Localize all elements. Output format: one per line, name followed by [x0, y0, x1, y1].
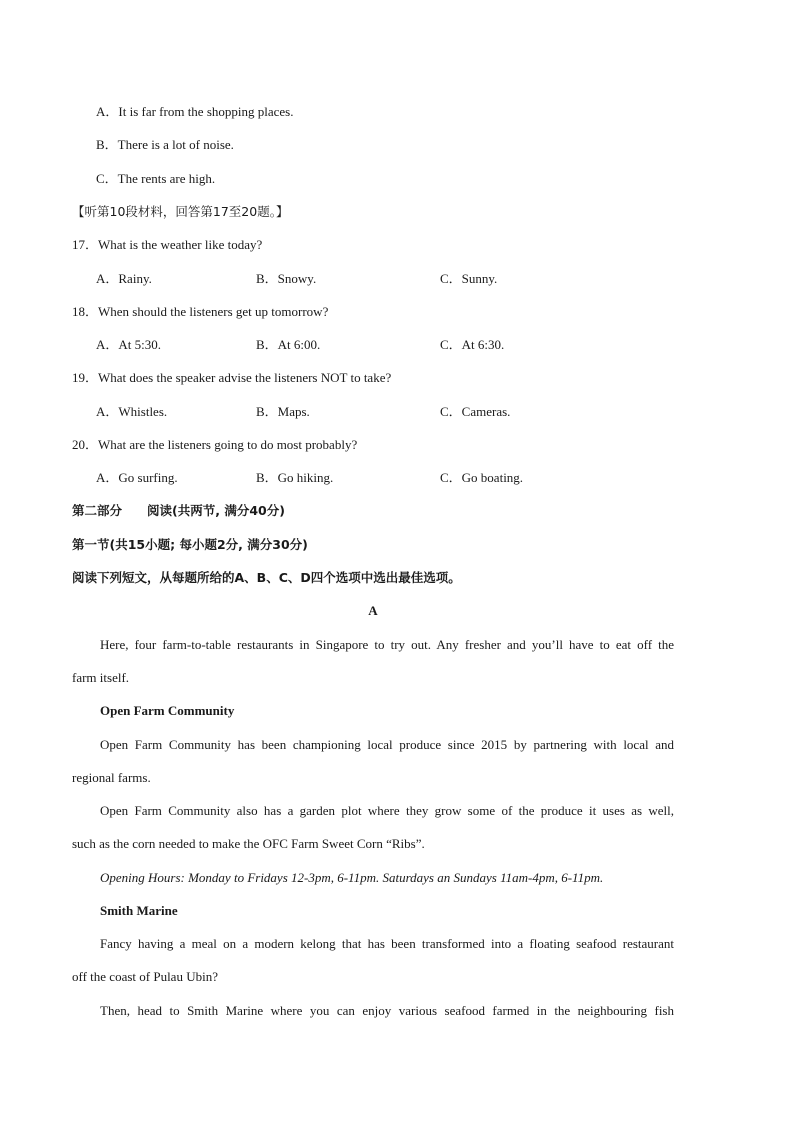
question-19-option-b: B．Maps. [256, 404, 310, 419]
restaurant-name-smith-marine: Smith Marine [100, 903, 178, 918]
question-18-stem: 18．When should the listeners get up tomorrow? [72, 304, 329, 319]
reading-instruction: 阅读下列短文，从每题所给的A、B、C、D四个选项中选出最佳选项。 [72, 570, 461, 585]
intro-line-1: Here, four farm-to-table restaurants in Singapore to try out. Any fresher and you’ll have to eat off the [100, 637, 674, 652]
part2-heading: 第二部分 阅读(共两节, 满分40分) [72, 503, 285, 518]
question-17-stem: 17．What is the weather like today? [72, 237, 263, 252]
restaurant-name-open-farm-community: Open Farm Community [100, 703, 235, 718]
question-20-option-a: A．Go surfing. [96, 470, 178, 485]
prev-option-a: A．It is far from the shopping places. [96, 104, 294, 119]
prev-option-c: C．The rents are high. [96, 171, 216, 186]
ofc-paragraph-2-line-2: such as the corn needed to make the OFC Farm Sweet Corn “Ribs”. [72, 836, 425, 851]
sm-paragraph-2-line-1: Then, head to Smith Marine where you can enjoy various seafood farmed in the neighbouring fish [100, 1003, 674, 1018]
passage-label: A [368, 603, 378, 618]
question-17-option-c: C．Sunny. [440, 271, 498, 286]
question-17-option-b: B．Snowy. [256, 271, 317, 286]
ofc-paragraph-1-line-2: regional farms. [72, 770, 151, 785]
ofc-paragraph-2-line-1: Open Farm Community also has a garden plot where they grow some of the produce it uses as well, [100, 803, 674, 818]
section-instruction: 【听第10段材料，回答第17至20题。】 [72, 204, 289, 219]
question-20-stem: 20．What are the listeners going to do most probably? [72, 437, 358, 452]
sm-paragraph-1-line-1: Fancy having a meal on a modern kelong that has been transformed into a floating seafood restaurant [100, 936, 674, 951]
question-18-option-a: A．At 5:30. [96, 337, 162, 352]
ofc-paragraph-1-line-1: Open Farm Community has been championing local produce since 2015 by partnering with local and [100, 737, 674, 752]
question-17-option-a: A．Rainy. [96, 271, 152, 286]
question-19-stem: 19．What does the speaker advise the listeners NOT to take? [72, 370, 392, 385]
prev-option-b: B．There is a lot of noise. [96, 137, 234, 152]
question-20-option-c: C．Go boating. [440, 470, 524, 485]
ofc-opening-hours: Opening Hours: Monday to Fridays 12-3pm, 6-11pm. Saturdays an Sundays 11am-4pm, 6-11pm. [100, 870, 604, 885]
question-18-option-b: B．At 6:00. [256, 337, 321, 352]
question-19-option-c: C．Cameras. [440, 404, 511, 419]
question-20-option-b: B．Go hiking. [256, 470, 334, 485]
question-18-option-c: C．At 6:30. [440, 337, 505, 352]
intro-line-2: farm itself. [72, 670, 130, 685]
question-19-option-a: A．Whistles. [96, 404, 168, 419]
sm-paragraph-1-line-2: off the coast of Pulau Ubin? [72, 969, 218, 984]
section1-heading: 第一节(共15小题; 每小题2分, 满分30分) [72, 537, 308, 552]
